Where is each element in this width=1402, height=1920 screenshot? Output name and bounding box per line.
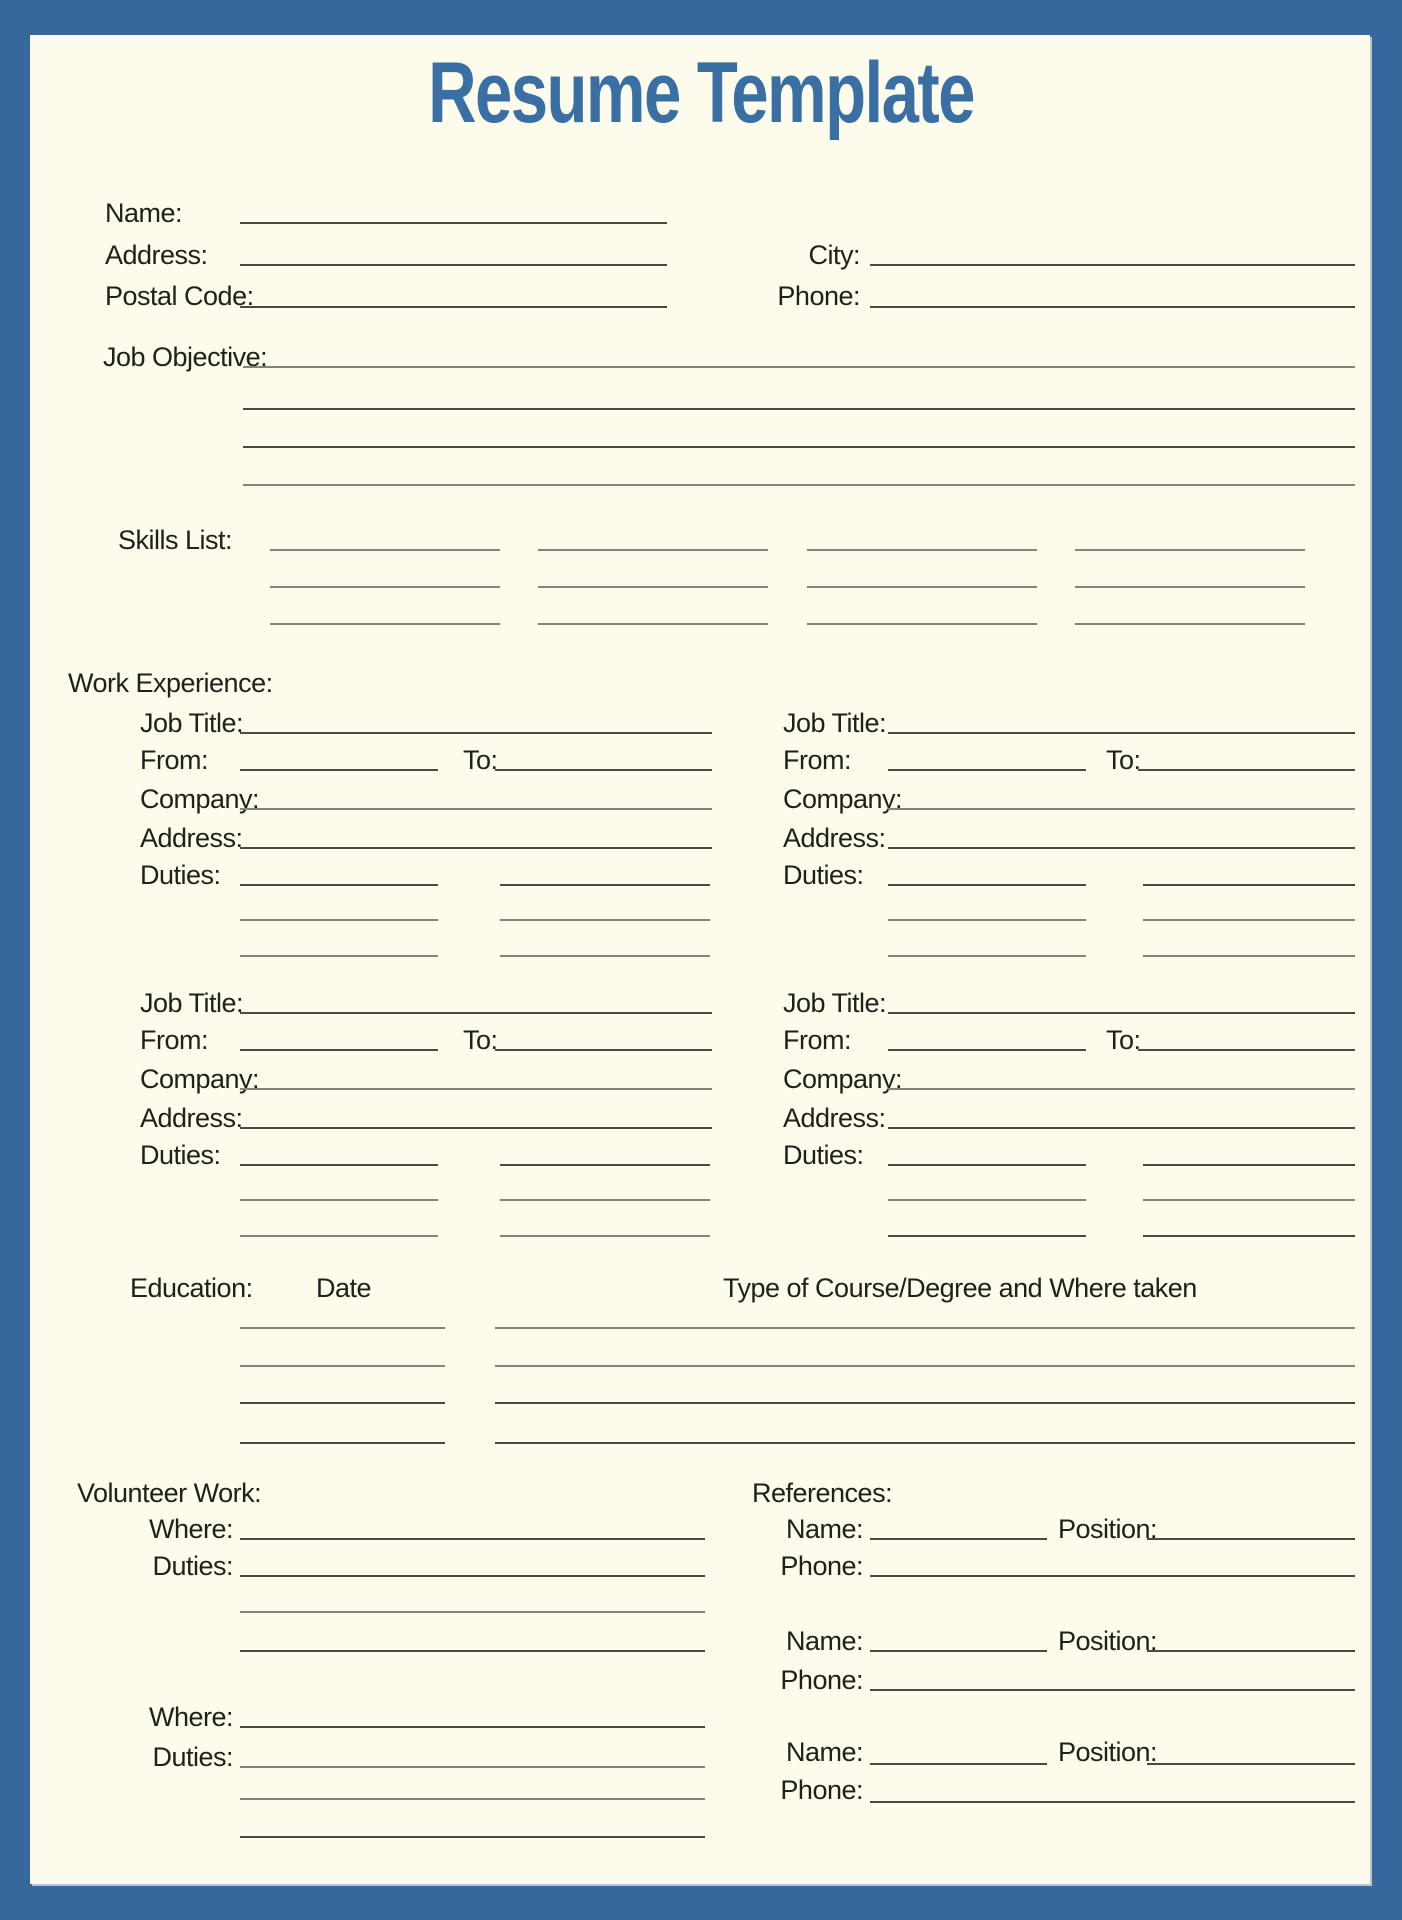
from-field-line[interactable] <box>240 769 438 771</box>
volunteer-where-line[interactable] <box>240 1726 705 1728</box>
skill-line[interactable] <box>1075 549 1305 551</box>
duty-line[interactable] <box>240 955 438 957</box>
to-field-line[interactable] <box>495 769 712 771</box>
reference-position-label: Position: <box>1058 1626 1158 1656</box>
reference-position-line[interactable] <box>1147 1650 1355 1652</box>
duty-line[interactable] <box>888 884 1086 886</box>
reference-position-line[interactable] <box>1147 1538 1355 1540</box>
phone-field-line[interactable] <box>870 306 1355 308</box>
volunteer-duty-line[interactable] <box>240 1650 705 1652</box>
duty-line[interactable] <box>1143 919 1355 921</box>
job-objective-line[interactable] <box>243 484 1355 486</box>
volunteer-where-label: Where: <box>148 1514 233 1544</box>
references-label: References: <box>752 1478 893 1508</box>
duties-label: Duties: <box>140 860 221 890</box>
reference-name-label: Name: <box>785 1737 863 1767</box>
education-date-line[interactable] <box>240 1442 445 1444</box>
address-label: Address: <box>140 1103 243 1133</box>
education-date-line[interactable] <box>240 1402 445 1404</box>
company-label: Company: <box>783 1064 903 1094</box>
city-label: City: <box>808 240 860 270</box>
volunteer-where-label: Where: <box>148 1702 233 1732</box>
job-title-label: Job Title: <box>783 988 887 1018</box>
address-field-line[interactable] <box>240 847 712 849</box>
job-title-field-line[interactable] <box>240 732 712 734</box>
address-label: Address: <box>140 823 243 853</box>
postal-code-field-line[interactable] <box>240 306 667 308</box>
to-field-line[interactable] <box>495 1049 712 1051</box>
from-field-line[interactable] <box>888 769 1086 771</box>
reference-position-line[interactable] <box>1147 1763 1355 1765</box>
volunteer-duty-line[interactable] <box>240 1836 705 1838</box>
duty-line[interactable] <box>500 955 710 957</box>
address-field-line[interactable] <box>888 847 1355 849</box>
skill-line[interactable] <box>538 623 768 625</box>
volunteer-duty-line[interactable] <box>240 1798 705 1800</box>
company-field-line[interactable] <box>240 1088 712 1090</box>
volunteer-where-line[interactable] <box>240 1538 705 1540</box>
to-label: To: <box>463 745 498 775</box>
address-label: Address: <box>105 240 208 270</box>
job-objective-label: Job Objective: <box>103 342 268 372</box>
address-field-line[interactable] <box>240 1127 712 1129</box>
duty-line[interactable] <box>500 1164 710 1166</box>
duties-label: Duties: <box>783 1140 864 1170</box>
company-label: Company: <box>140 1064 260 1094</box>
duty-line[interactable] <box>1143 1164 1355 1166</box>
reference-name-line[interactable] <box>870 1650 1047 1652</box>
from-label: From: <box>783 1025 851 1055</box>
company-field-line[interactable] <box>888 1088 1355 1090</box>
reference-name-label: Name: <box>785 1514 863 1544</box>
to-label: To: <box>1106 1025 1141 1055</box>
volunteer-work-label: Volunteer Work: <box>77 1478 262 1508</box>
phone-label: Phone: <box>777 281 860 311</box>
from-field-line[interactable] <box>888 1049 1086 1051</box>
from-label: From: <box>140 1025 208 1055</box>
reference-name-line[interactable] <box>870 1538 1047 1540</box>
duty-line[interactable] <box>500 919 710 921</box>
education-course-line[interactable] <box>495 1365 1355 1367</box>
education-course-line[interactable] <box>495 1402 1355 1404</box>
skill-line[interactable] <box>807 549 1037 551</box>
reference-phone-line[interactable] <box>870 1801 1355 1803</box>
education-course-header: Type of Course/Degree and Where taken <box>723 1273 1197 1303</box>
page-background <box>30 35 1370 1884</box>
volunteer-duty-line[interactable] <box>240 1575 705 1577</box>
education-course-line[interactable] <box>495 1442 1355 1444</box>
duties-label: Duties: <box>783 860 864 890</box>
duty-line[interactable] <box>240 1235 438 1237</box>
duty-line[interactable] <box>240 884 438 886</box>
job-title-field-line[interactable] <box>888 732 1355 734</box>
company-field-line[interactable] <box>240 808 712 810</box>
reference-position-label: Position: <box>1058 1737 1158 1767</box>
company-field-line[interactable] <box>888 808 1355 810</box>
work-experience-label: Work Experience: <box>68 668 273 698</box>
job-objective-line[interactable] <box>243 366 1355 368</box>
address-field-line[interactable] <box>888 1127 1355 1129</box>
volunteer-duties-label: Duties: <box>152 1742 233 1772</box>
reference-phone-label: Phone: <box>780 1665 863 1695</box>
education-date-line[interactable] <box>240 1327 445 1329</box>
reference-phone-line[interactable] <box>870 1689 1355 1691</box>
education-label: Education: <box>130 1273 253 1303</box>
to-label: To: <box>463 1025 498 1055</box>
duty-line[interactable] <box>888 919 1086 921</box>
duty-line[interactable] <box>500 1199 710 1201</box>
duty-line[interactable] <box>888 1199 1086 1201</box>
to-field-line[interactable] <box>1138 769 1355 771</box>
duty-line[interactable] <box>1143 955 1355 957</box>
reference-phone-label: Phone: <box>780 1775 863 1805</box>
to-field-line[interactable] <box>1138 1049 1355 1051</box>
education-date-line[interactable] <box>240 1365 445 1367</box>
reference-name-label: Name: <box>785 1626 863 1656</box>
name-field-line[interactable] <box>240 222 667 224</box>
volunteer-duty-line[interactable] <box>240 1611 705 1613</box>
job-objective-line[interactable] <box>243 446 1355 448</box>
job-title-label: Job Title: <box>140 988 244 1018</box>
from-label: From: <box>140 745 208 775</box>
address-label: Address: <box>783 823 886 853</box>
address-label: Address: <box>783 1103 886 1133</box>
job-title-field-line[interactable] <box>888 1012 1355 1014</box>
reference-name-line[interactable] <box>870 1763 1047 1765</box>
duties-label: Duties: <box>140 1140 221 1170</box>
to-label: To: <box>1106 745 1141 775</box>
from-label: From: <box>783 745 851 775</box>
skill-line[interactable] <box>270 623 500 625</box>
skill-line[interactable] <box>1075 623 1305 625</box>
duty-line[interactable] <box>500 884 710 886</box>
skill-line[interactable] <box>270 549 500 551</box>
job-title-label: Job Title: <box>140 708 244 738</box>
duty-line[interactable] <box>1143 884 1355 886</box>
duty-line[interactable] <box>888 1235 1086 1237</box>
job-objective-line[interactable] <box>243 408 1355 410</box>
education-course-line[interactable] <box>495 1327 1355 1329</box>
volunteer-duties-label: Duties: <box>152 1551 233 1581</box>
duty-line[interactable] <box>240 919 438 921</box>
duty-line[interactable] <box>888 1164 1086 1166</box>
duty-line[interactable] <box>888 955 1086 957</box>
skill-line[interactable] <box>538 586 768 588</box>
reference-phone-line[interactable] <box>870 1575 1355 1577</box>
page-title: Resume Template <box>428 45 974 141</box>
skills-list-label: Skills List: <box>118 525 233 555</box>
education-date-header: Date <box>316 1273 372 1303</box>
duty-line[interactable] <box>1143 1199 1355 1201</box>
name-label: Name: <box>105 198 183 228</box>
city-field-line[interactable] <box>870 264 1355 266</box>
duty-line[interactable] <box>240 1199 438 1201</box>
volunteer-duty-line[interactable] <box>240 1766 705 1768</box>
company-label: Company: <box>140 784 260 814</box>
job-title-field-line[interactable] <box>240 1012 712 1014</box>
skill-line[interactable] <box>538 549 768 551</box>
reference-phone-label: Phone: <box>780 1551 863 1581</box>
company-label: Company: <box>783 784 903 814</box>
skill-line[interactable] <box>270 586 500 588</box>
duty-line[interactable] <box>1143 1235 1355 1237</box>
job-title-label: Job Title: <box>783 708 887 738</box>
skill-line[interactable] <box>807 623 1037 625</box>
duty-line[interactable] <box>500 1235 710 1237</box>
address-field-line[interactable] <box>240 264 667 266</box>
reference-position-label: Position: <box>1058 1514 1158 1544</box>
postal-code-label: Postal Code: <box>105 281 254 311</box>
skill-line[interactable] <box>1075 586 1305 588</box>
duty-line[interactable] <box>240 1164 438 1166</box>
skill-line[interactable] <box>807 586 1037 588</box>
from-field-line[interactable] <box>240 1049 438 1051</box>
